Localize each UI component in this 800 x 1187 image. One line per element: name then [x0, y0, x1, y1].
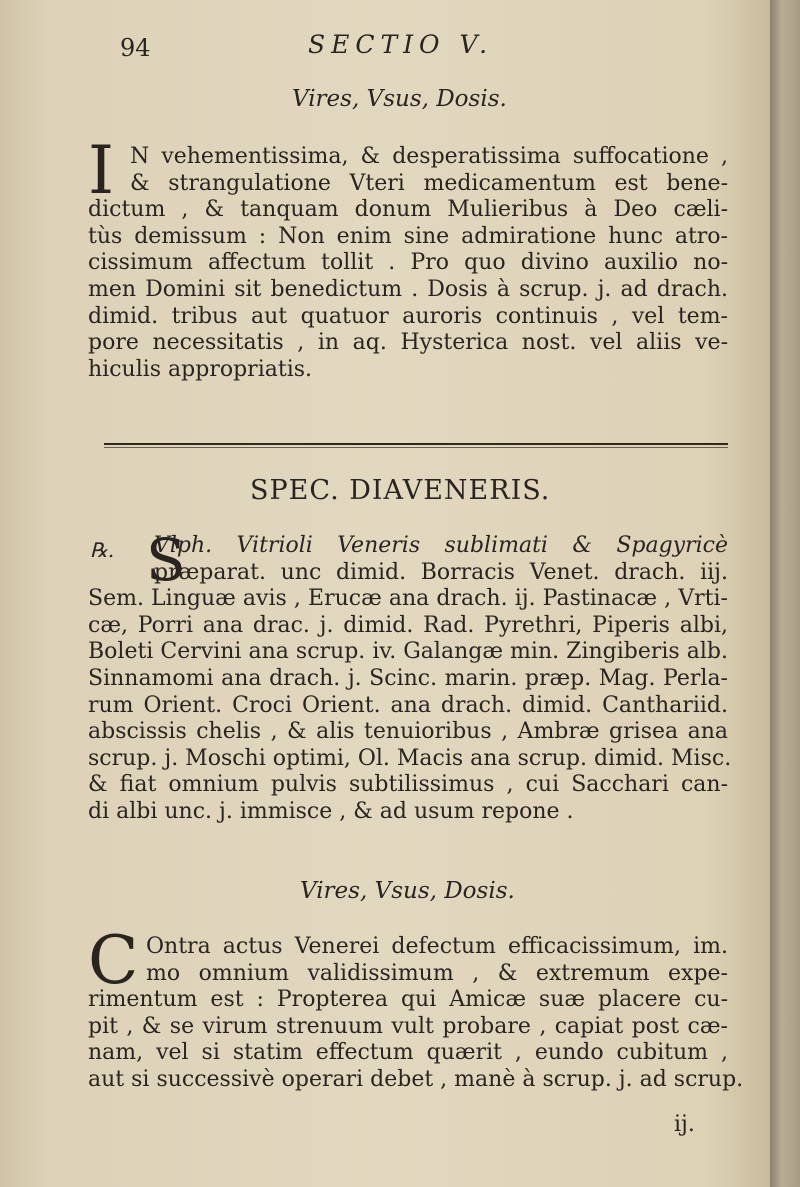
- drop-cap-i: I: [88, 132, 115, 209]
- text-line: Vlph. Vitrioli Veneris sublimati & Spagyricè: [154, 533, 728, 558]
- text-line: & strangulatione Vteri medicamentum est bene-: [130, 170, 728, 196]
- page-edge: [770, 0, 800, 1187]
- catchword: ij.: [674, 1112, 695, 1137]
- running-head: SECTIO V.: [308, 30, 494, 59]
- text-line: abscissis chelis , & alis tenuioribus , Ambræ grisea ana: [88, 719, 728, 745]
- text-line: tùs demissum : Non enim sine admiratione hunc atro-: [88, 223, 728, 249]
- text-line: men Domini sit benedictum . Dosis à scrup. j. ad drach.: [88, 276, 728, 302]
- heading-diaveneris: SPEC. DIAVENERIS.: [250, 475, 551, 506]
- text-line: rimentum est : Propterea qui Amicæ suæ placere cu-: [88, 987, 728, 1013]
- subheading-vires-2: Vires, Vsus, Dosis.: [300, 878, 515, 904]
- text-line: hiculis appropriatis.: [88, 356, 313, 382]
- text-line: cæ, Porri ana drac. j. dimid. Rad. Pyrethri, Piperis albi,: [88, 612, 728, 638]
- drop-cap-c: C: [88, 922, 139, 999]
- subheading-vires-1: Vires, Vsus, Dosis.: [292, 86, 507, 112]
- text-line: rum Orient. Croci Orient. ana drach. dimid. Canthariid.: [88, 692, 728, 718]
- text-line: dimid. tribus aut quatuor auroris continuis , vel tem-: [88, 303, 728, 329]
- text-line: di albi unc. j. immisce , & ad usum repone .: [88, 798, 574, 824]
- paragraph-recipe: [88, 533, 732, 826]
- text-line: Sinnamomi ana drach. j. Scinc. marin. præp. Mag. Perla-: [88, 665, 728, 691]
- text-line: dictum , & tanquam donum Mulieribus à Deo cæli-: [88, 197, 728, 223]
- recipe-symbol: ℞.: [90, 538, 115, 562]
- text-line: N vehementissima, & desperatissima suffocatione ,: [130, 144, 728, 169]
- text-line: Ontra actus Venerei defectum efficacissimum, im.: [146, 934, 728, 959]
- text-line: præparat. unc dimid. Borracis Venet. drach. iij.: [154, 559, 728, 585]
- text-line: aut si successivè operari debet , manè à scrup. j. ad scrup.: [88, 1066, 744, 1092]
- text-line: pit , & se virum strenuum vult probare , capiat post cæ-: [88, 1013, 728, 1039]
- text-line: pore necessitatis , in aq. Hysterica nost. vel aliis ve-: [88, 330, 728, 356]
- section-rule: [104, 443, 728, 445]
- text-line: scrup. j. Moschi optimi, Ol. Macis ana scrup. dimid. Misc.: [88, 745, 732, 771]
- drop-cap-s: S: [146, 526, 186, 594]
- page-number: 94: [120, 34, 151, 62]
- section-rule-thin: [104, 447, 728, 448]
- text-line: cissimum affectum tollit . Pro quo divino auxilio no-: [88, 250, 728, 276]
- paragraph-venerei: [88, 934, 744, 1094]
- paragraph-suffocatione: [88, 144, 728, 383]
- text-line: mo omnium validissimum , & extremum expe-: [146, 960, 728, 986]
- text-line: & fiat omnium pulvis subtilissimus , cui Sacchari can-: [88, 772, 728, 798]
- text-line: Boleti Cervini ana scrup. iv. Galangæ min. Zingiberis alb.: [88, 639, 728, 665]
- text-line: Sem. Linguæ avis , Erucæ ana drach. ij. Pastinacæ , Vrti-: [88, 586, 728, 612]
- text-line: nam, vel si statim effectum quærit , eundo cubitum ,: [88, 1040, 728, 1066]
